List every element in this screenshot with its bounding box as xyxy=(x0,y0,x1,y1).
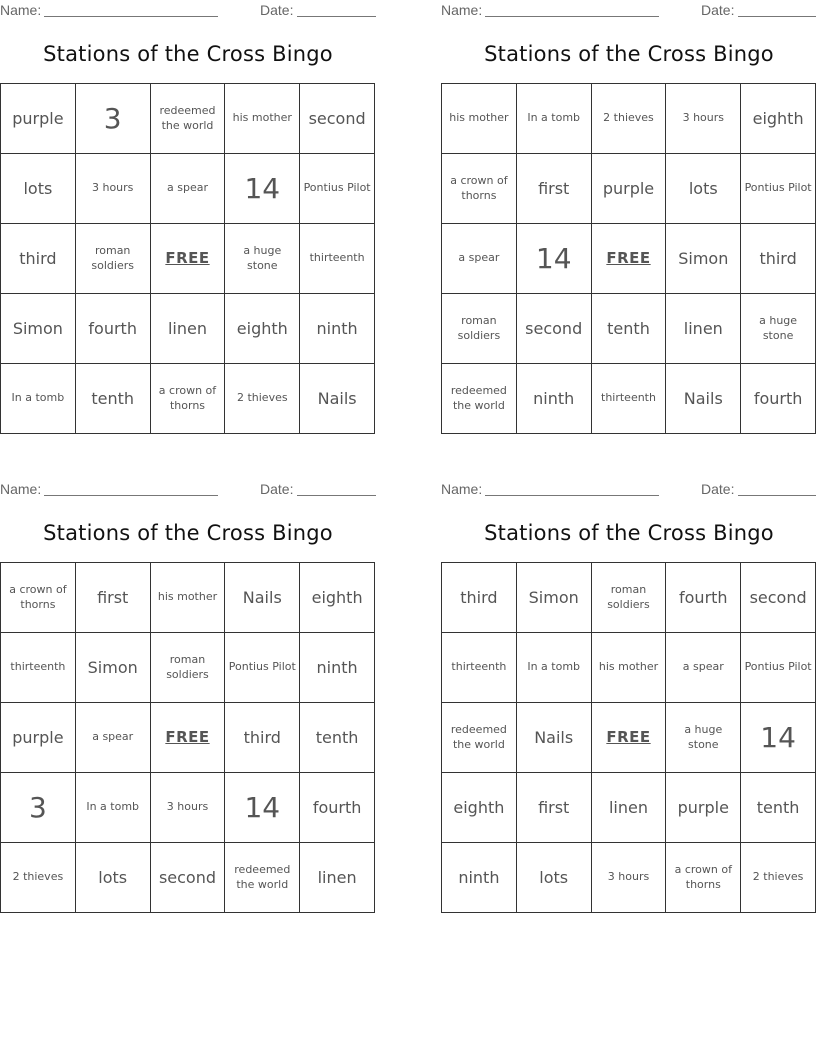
bingo-cell: eighth xyxy=(442,773,517,843)
bingo-cell: his mother xyxy=(442,84,517,154)
bingo-cell: Pontius Pilot xyxy=(741,154,816,224)
bingo-grid xyxy=(441,83,816,434)
bingo-cell: tenth xyxy=(76,364,151,434)
bingo-cell: 3 xyxy=(1,773,76,843)
bingo-cell: Simon xyxy=(1,294,76,364)
bingo-cell: 14 xyxy=(517,224,592,294)
bingo-cell: his mother xyxy=(592,633,667,703)
bingo-cell: a huge stone xyxy=(741,294,816,364)
date-field-line xyxy=(297,481,376,496)
bingo-cell: a spear xyxy=(76,703,151,773)
bingo-cell: purple xyxy=(1,84,76,154)
bingo-card xyxy=(441,479,816,915)
bingo-card xyxy=(0,0,376,436)
bingo-cell: Nails xyxy=(300,364,375,434)
bingo-cell: first xyxy=(517,773,592,843)
card-header-fields xyxy=(441,2,816,20)
bingo-cell: his mother xyxy=(151,563,226,633)
bingo-cell: 14 xyxy=(741,703,816,773)
bingo-cell: his mother xyxy=(225,84,300,154)
bingo-cell: fourth xyxy=(666,563,741,633)
bingo-cell: Nails xyxy=(666,364,741,434)
bingo-free-cell: FREE xyxy=(592,224,667,294)
bingo-card xyxy=(441,0,816,436)
bingo-cell: Pontius Pilot xyxy=(225,633,300,703)
bingo-free-cell: FREE xyxy=(151,224,226,294)
bingo-cell: linen xyxy=(666,294,741,364)
date-label: Date: xyxy=(701,2,735,18)
bingo-cell: 3 xyxy=(76,84,151,154)
bingo-cell: 3 hours xyxy=(666,84,741,154)
name-field-line xyxy=(485,481,659,496)
date-field-line xyxy=(738,481,816,496)
bingo-cell: thirteenth xyxy=(592,364,667,434)
name-label: Name: xyxy=(441,481,483,497)
bingo-cell: tenth xyxy=(592,294,667,364)
bingo-cell: Nails xyxy=(517,703,592,773)
bingo-cell: tenth xyxy=(741,773,816,843)
bingo-cell: a spear xyxy=(666,633,741,703)
bingo-cell: ninth xyxy=(300,633,375,703)
bingo-cell: a spear xyxy=(442,224,517,294)
date-field-line xyxy=(297,2,376,17)
bingo-cell: fourth xyxy=(300,773,375,843)
bingo-cell: purple xyxy=(1,703,76,773)
bingo-cell: ninth xyxy=(517,364,592,434)
name-field-line xyxy=(485,2,659,17)
bingo-cell: purple xyxy=(592,154,667,224)
bingo-cell: linen xyxy=(592,773,667,843)
bingo-cell: a crown of thorns xyxy=(666,843,741,913)
bingo-cell: 3 hours xyxy=(76,154,151,224)
bingo-cell: a crown of thorns xyxy=(1,563,76,633)
bingo-cell: eighth xyxy=(300,563,375,633)
bingo-cell: roman soldiers xyxy=(592,563,667,633)
name-field-line xyxy=(44,481,218,496)
bingo-cell: 2 thieves xyxy=(592,84,667,154)
name-label: Name: xyxy=(0,2,42,18)
bingo-cell: a crown of thorns xyxy=(151,364,226,434)
date-label: Date: xyxy=(701,481,735,497)
card-title: Stations of the Cross Bingo xyxy=(484,42,774,66)
bingo-cell: thirteenth xyxy=(300,224,375,294)
bingo-cell: purple xyxy=(666,773,741,843)
card-header-fields xyxy=(0,481,376,499)
bingo-cell: linen xyxy=(300,843,375,913)
bingo-cell: eighth xyxy=(741,84,816,154)
bingo-cell: a crown of thorns xyxy=(442,154,517,224)
bingo-cell: lots xyxy=(517,843,592,913)
bingo-cell: redeemed the world xyxy=(151,84,226,154)
card-header-fields xyxy=(441,481,816,499)
bingo-grid xyxy=(441,562,816,913)
date-field-line xyxy=(738,2,816,17)
bingo-cell: roman soldiers xyxy=(151,633,226,703)
bingo-cell: 3 hours xyxy=(151,773,226,843)
bingo-cell: redeemed the world xyxy=(225,843,300,913)
bingo-cell: first xyxy=(517,154,592,224)
name-label: Name: xyxy=(441,2,483,18)
bingo-cell: 2 thieves xyxy=(1,843,76,913)
bingo-cell: a spear xyxy=(151,154,226,224)
bingo-cell: 2 thieves xyxy=(225,364,300,434)
bingo-cell: ninth xyxy=(442,843,517,913)
date-label: Date: xyxy=(260,481,294,497)
bingo-cell: first xyxy=(76,563,151,633)
bingo-cell: second xyxy=(300,84,375,154)
bingo-cell: fourth xyxy=(741,364,816,434)
bingo-cell: lots xyxy=(76,843,151,913)
bingo-cell: 2 thieves xyxy=(741,843,816,913)
bingo-cell: 3 hours xyxy=(592,843,667,913)
bingo-cell: linen xyxy=(151,294,226,364)
bingo-cell: roman soldiers xyxy=(442,294,517,364)
bingo-cell: second xyxy=(517,294,592,364)
bingo-cell: Simon xyxy=(76,633,151,703)
card-title: Stations of the Cross Bingo xyxy=(484,521,774,545)
card-title: Stations of the Cross Bingo xyxy=(43,42,333,66)
date-label: Date: xyxy=(260,2,294,18)
bingo-cell: lots xyxy=(666,154,741,224)
bingo-cell: Simon xyxy=(517,563,592,633)
name-label: Name: xyxy=(0,481,42,497)
bingo-cell: a huge stone xyxy=(666,703,741,773)
bingo-free-cell: FREE xyxy=(592,703,667,773)
bingo-cell: redeemed the world xyxy=(442,703,517,773)
bingo-grid xyxy=(0,83,375,434)
bingo-cell: Simon xyxy=(666,224,741,294)
bingo-cell: In a tomb xyxy=(517,633,592,703)
bingo-cell: 14 xyxy=(225,773,300,843)
bingo-cell: In a tomb xyxy=(517,84,592,154)
bingo-grid xyxy=(0,562,375,913)
card-header-fields xyxy=(0,2,376,20)
bingo-cell: third xyxy=(1,224,76,294)
bingo-free-cell: FREE xyxy=(151,703,226,773)
bingo-cell: 14 xyxy=(225,154,300,224)
bingo-cell: eighth xyxy=(225,294,300,364)
bingo-cell: In a tomb xyxy=(1,364,76,434)
bingo-cell: third xyxy=(225,703,300,773)
bingo-cell: thirteenth xyxy=(1,633,76,703)
bingo-cell: Pontius Pilot xyxy=(300,154,375,224)
bingo-cell: second xyxy=(151,843,226,913)
bingo-cell: thirteenth xyxy=(442,633,517,703)
card-title: Stations of the Cross Bingo xyxy=(43,521,333,545)
bingo-cell: ninth xyxy=(300,294,375,364)
bingo-card xyxy=(0,479,376,915)
bingo-cell: redeemed the world xyxy=(442,364,517,434)
bingo-cell: second xyxy=(741,563,816,633)
bingo-cell: a huge stone xyxy=(225,224,300,294)
bingo-cell: roman soldiers xyxy=(76,224,151,294)
bingo-cell: Nails xyxy=(225,563,300,633)
bingo-cell: third xyxy=(741,224,816,294)
bingo-cell: fourth xyxy=(76,294,151,364)
name-field-line xyxy=(44,2,218,17)
bingo-cell: lots xyxy=(1,154,76,224)
bingo-cell: In a tomb xyxy=(76,773,151,843)
bingo-cell: third xyxy=(442,563,517,633)
bingo-cell: Pontius Pilot xyxy=(741,633,816,703)
bingo-cell: tenth xyxy=(300,703,375,773)
